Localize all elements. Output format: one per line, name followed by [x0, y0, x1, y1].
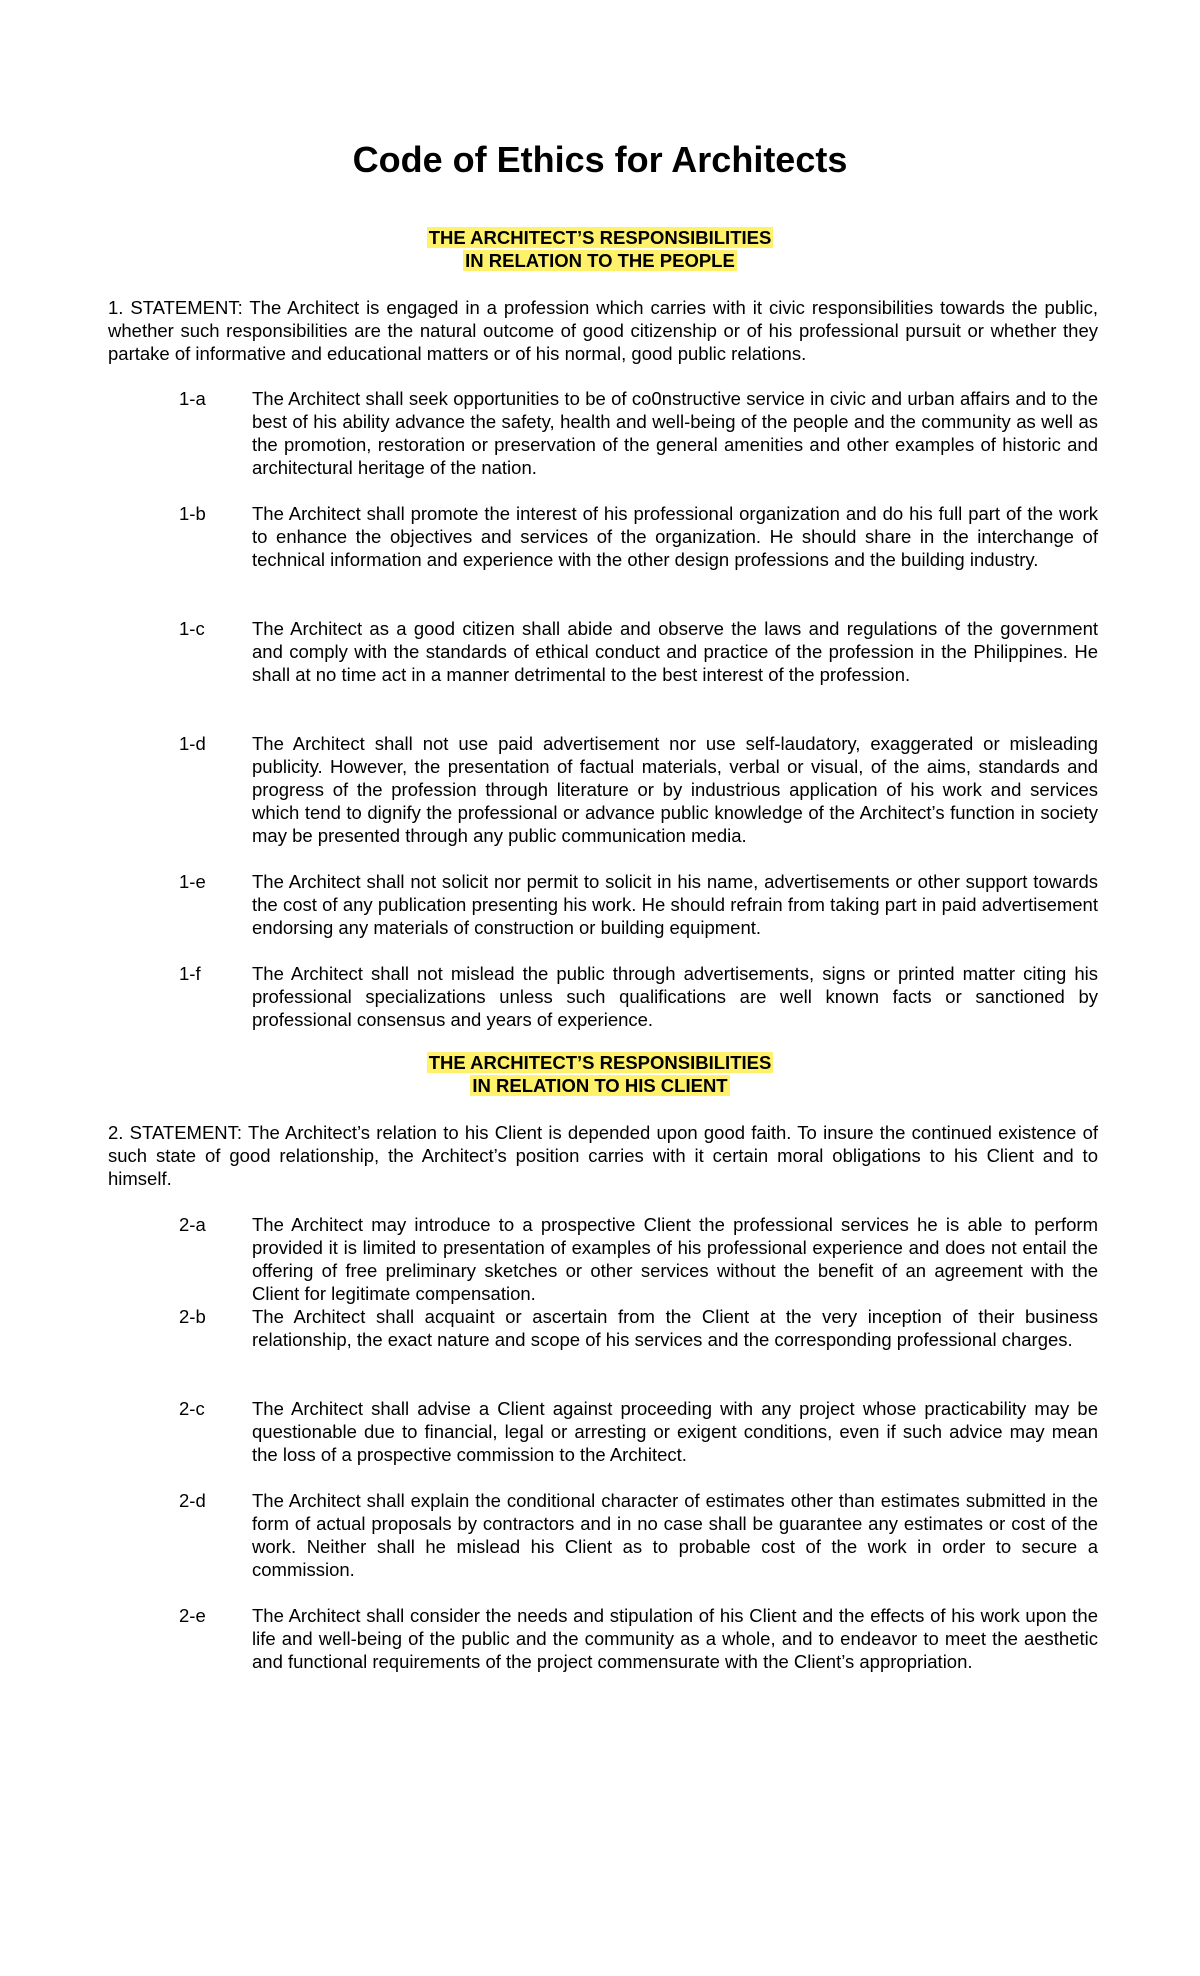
section-2-heading-line-2: IN RELATION TO HIS CLIENT — [472, 1075, 728, 1096]
item-number: 2-e — [179, 1605, 206, 1626]
item-number: 2-b — [179, 1306, 206, 1327]
item-2-c — [108, 1397, 1098, 1466]
section-1-heading-line-2: IN RELATION TO THE PEOPLE — [465, 250, 735, 271]
document-title: Code of Ethics for Architects — [352, 139, 848, 180]
item-text: The Architect shall not use paid advertisement nor use self-laudatory, exaggerated or misleading publicity. However, the presentation of factual materials, verbal or visual, of the aims, standards and progress of the profession through literature or by industrious application of his work and services which tend to dignify the professional or advance public knowledge of the Architect’s function in society may be presented through any public communication media. — [252, 733, 1098, 846]
item-number: 2-c — [179, 1398, 205, 1419]
item-text: The Architect shall explain the conditional character of estimates other than estimates submitted in the form of actual proposals by contractors and in no case shall be guarantee any estimates or cost of the work. Neither shall he mislead his Client as to probable cost of the work in order to secure a commission. — [252, 1490, 1098, 1580]
item-text: The Architect shall advise a Client against proceeding with any project whose practicability may be questionable due to financial, legal or arresting or exigent conditions, even if such advice may mean the loss of a prospective commission to the Architect. — [252, 1398, 1098, 1465]
item-1-d — [108, 732, 1098, 847]
item-1-e — [108, 870, 1098, 939]
item-2-a — [108, 1213, 1098, 1305]
item-number: 1-d — [179, 733, 206, 754]
item-number: 2-a — [179, 1214, 206, 1235]
item-text: The Architect shall not mislead the public through advertisements, signs or printed matter citing his professional specializations unless such qualifications are well known facts or sanctioned by professional consensus and years of experience. — [252, 963, 1098, 1030]
item-text: The Architect may introduce to a prospective Client the professional services he is able to perform provided it is limited to presentation of examples of his professional experience and does not entail the offering of free preliminary sketches or other services without the benefit of an agreement with the Client for legitimate compensation. — [252, 1214, 1098, 1304]
item-2-d — [108, 1489, 1098, 1581]
section-1-statement: 1. STATEMENT: The Architect is engaged in a profession which carries with it civic responsibilities towards the public, whether such responsibilities are the natural outcome of good citizenship or of his professional pursuit or whether they partake of informative and educational matters or of his normal, good public relations. — [108, 297, 1098, 364]
item-number: 1-e — [179, 871, 206, 892]
item-number: 1-c — [179, 618, 205, 639]
section-1-heading-line-1: THE ARCHITECT’S RESPONSIBILITIES — [428, 227, 772, 248]
item-number: 1-b — [179, 503, 206, 524]
item-1-a — [108, 387, 1098, 479]
section-2-heading — [0, 1051, 1200, 1097]
item-2-e — [108, 1604, 1098, 1673]
item-1-f — [108, 962, 1098, 1031]
item-text: The Architect shall not solicit nor permit to solicit in his name, advertisements or other support towards the cost of any publication presenting his work. He should refrain from taking part in paid advertisement endorsing any materials of construction or building equipment. — [252, 871, 1098, 938]
item-text: The Architect shall consider the needs and stipulation of his Client and the effects of his work upon the life and well-being of the public and the community as a whole, and to endeavor to meet the aesthetic and functional requirements of the project commensurate with the Client’s appropriation. — [252, 1605, 1098, 1672]
section-2-statement: 2. STATEMENT: The Architect’s relation to his Client is depended upon good faith. To insure the continued existence of such state of good relationship, the Architect’s position carries with it certain moral obligations to his Client and to himself. — [108, 1122, 1098, 1189]
item-number: 2-d — [179, 1490, 206, 1511]
item-1-b — [108, 502, 1098, 571]
item-number: 1-a — [179, 388, 206, 409]
item-2-b — [108, 1305, 1098, 1351]
item-text: The Architect shall acquaint or ascertain from the Client at the very inception of their business relationship, the exact nature and scope of his services and the corresponding professional charges. — [252, 1306, 1098, 1350]
section-2-heading-line-1: THE ARCHITECT’S RESPONSIBILITIES — [428, 1052, 772, 1073]
section-1-heading — [0, 226, 1200, 272]
item-1-c — [108, 617, 1098, 686]
item-text: The Architect as a good citizen shall abide and observe the laws and regulations of the government and comply with the standards of ethical conduct and practice of the profession in the Philippines. He shall at no time act in a manner detrimental to the best interest of the profession. — [252, 618, 1098, 685]
item-text: The Architect shall promote the interest of his professional organization and do his full part of the work to enhance the objectives and services of the organization. He should share in the interchange of technical information and experience with the other design professions and the building industry. — [252, 503, 1098, 570]
item-number: 1-f — [179, 963, 201, 984]
item-text: The Architect shall seek opportunities to be of co0nstructive service in civic and urban affairs and to the best of his ability advance the safety, health and well-being of the people and the community as well as the promotion, restoration or preservation of the general amenities and other examples of historic and architectural heritage of the nation. — [252, 388, 1098, 478]
